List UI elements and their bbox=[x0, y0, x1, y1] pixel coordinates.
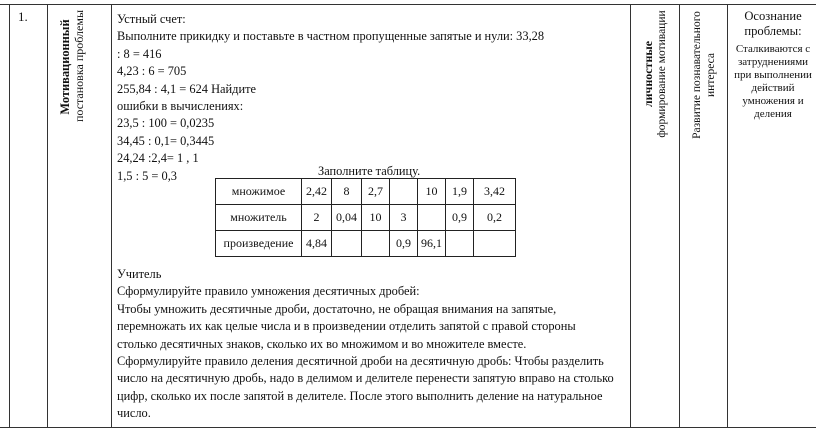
table-row bbox=[216, 231, 516, 257]
personal-uud-subtitle: формирование мотивации bbox=[656, 10, 668, 138]
table-cell bbox=[390, 179, 418, 205]
result-title: Осознание проблемы: bbox=[744, 9, 802, 38]
result-cell bbox=[730, 9, 816, 121]
table-cell bbox=[474, 231, 516, 257]
row-label: произведение bbox=[216, 231, 302, 257]
table-row bbox=[216, 205, 516, 231]
table-cell bbox=[418, 205, 446, 231]
personal-uud-cell bbox=[641, 8, 669, 140]
column-divider bbox=[630, 4, 631, 428]
table-cell: 96,1 bbox=[418, 231, 446, 257]
development-cell bbox=[690, 8, 718, 142]
table-cell: 0,04 bbox=[332, 205, 362, 231]
oral-count-line: : 8 = 416 bbox=[117, 46, 162, 61]
result-details: Сталкиваются с затруднениями при выполнении действий умножения и деления bbox=[734, 43, 812, 120]
fill-in-table bbox=[215, 178, 516, 257]
table-cell: 10 bbox=[418, 179, 446, 205]
teacher-line: Учитель bbox=[117, 267, 162, 281]
teacher-block bbox=[117, 266, 614, 423]
row-label: множимое bbox=[216, 179, 302, 205]
table-top-border bbox=[0, 4, 816, 5]
table-bottom-border bbox=[0, 427, 816, 428]
column-divider bbox=[679, 4, 680, 428]
teacher-line: столько десятичных знаков, сколько их во множимом и во множителе вместе. bbox=[117, 336, 527, 351]
table-cell: 4,84 bbox=[302, 231, 332, 257]
stage-title: Мотивационный bbox=[58, 19, 72, 115]
stage-subtitle: постановка проблемы bbox=[72, 9, 86, 122]
table-cell: 10 bbox=[362, 205, 390, 231]
table-cell: 3 bbox=[390, 205, 418, 231]
stage-cell bbox=[58, 9, 86, 122]
personal-uud-title: личностные bbox=[641, 40, 655, 108]
table-cell: 1,9 bbox=[446, 179, 474, 205]
table-cell: 8 bbox=[332, 179, 362, 205]
table-caption: Заполните таблицу. bbox=[318, 164, 421, 178]
oral-count-line: 34,45 : 0,1= 0,3445 bbox=[117, 133, 215, 148]
table-cell: 2 bbox=[302, 205, 332, 231]
row-label: множитель bbox=[216, 205, 302, 231]
column-divider bbox=[727, 4, 728, 428]
oral-count-line: 23,5 : 100 = 0,0235 bbox=[117, 116, 215, 131]
development-line-1: Развитие познавательного bbox=[691, 11, 703, 139]
oral-count-line: Выполните прикидку и поставьте в частном пропущенные запятые и нули: 33,28 bbox=[117, 29, 545, 44]
teacher-line: Чтобы умножить десятичные дроби, достаточно, не обращая внимания на запятые, bbox=[117, 301, 557, 316]
table-cell bbox=[332, 231, 362, 257]
table-cell: 3,42 bbox=[474, 179, 516, 205]
teacher-line: число на десятичную дробь, надо в делимом и делителе перенести запятую вправо на столько bbox=[117, 371, 614, 386]
oral-count-block bbox=[117, 11, 612, 185]
table-cell: 0,9 bbox=[390, 231, 418, 257]
table-cell: 0,9 bbox=[446, 205, 474, 231]
table-cell: 0,2 bbox=[474, 205, 516, 231]
table-cell: 2,7 bbox=[362, 179, 390, 205]
oral-count-line: ошибки в вычислениях: bbox=[117, 99, 244, 114]
development-line-2: интереса bbox=[705, 53, 717, 97]
column-divider bbox=[47, 4, 48, 428]
teacher-line: Сформулируйте правило деления десятичной дроби на десятичную дробь: Чтобы разделить bbox=[117, 354, 604, 369]
teacher-line: цифр, сколько их после запятой в делителе. После этого выполнить деление на натуральное bbox=[117, 388, 603, 403]
column-divider bbox=[111, 4, 112, 428]
column-divider bbox=[9, 4, 10, 428]
oral-count-heading: Устный счет: bbox=[117, 12, 186, 26]
oral-count-line: 24,24 :2,4= 1 , 1 bbox=[117, 151, 199, 166]
table-cell bbox=[362, 231, 390, 257]
table-row bbox=[216, 179, 516, 205]
table-cell bbox=[446, 231, 474, 257]
table-cell: 2,42 bbox=[302, 179, 332, 205]
oral-count-line: 4,23 : 6 = 705 bbox=[117, 64, 187, 79]
oral-count-line: 1,5 : 5 = 0,3 bbox=[117, 168, 177, 183]
row-number: 1. bbox=[18, 9, 28, 24]
teacher-line: Сформулируйте правило умножения десятичных дробей: bbox=[117, 284, 420, 299]
teacher-line: перемножать их как целые числа и в произведении отделить запятой с правой стороны bbox=[117, 319, 576, 334]
oral-count-line: 255,84 : 4,1 = 624 Найдите bbox=[117, 81, 256, 96]
teacher-line: число. bbox=[117, 406, 151, 421]
